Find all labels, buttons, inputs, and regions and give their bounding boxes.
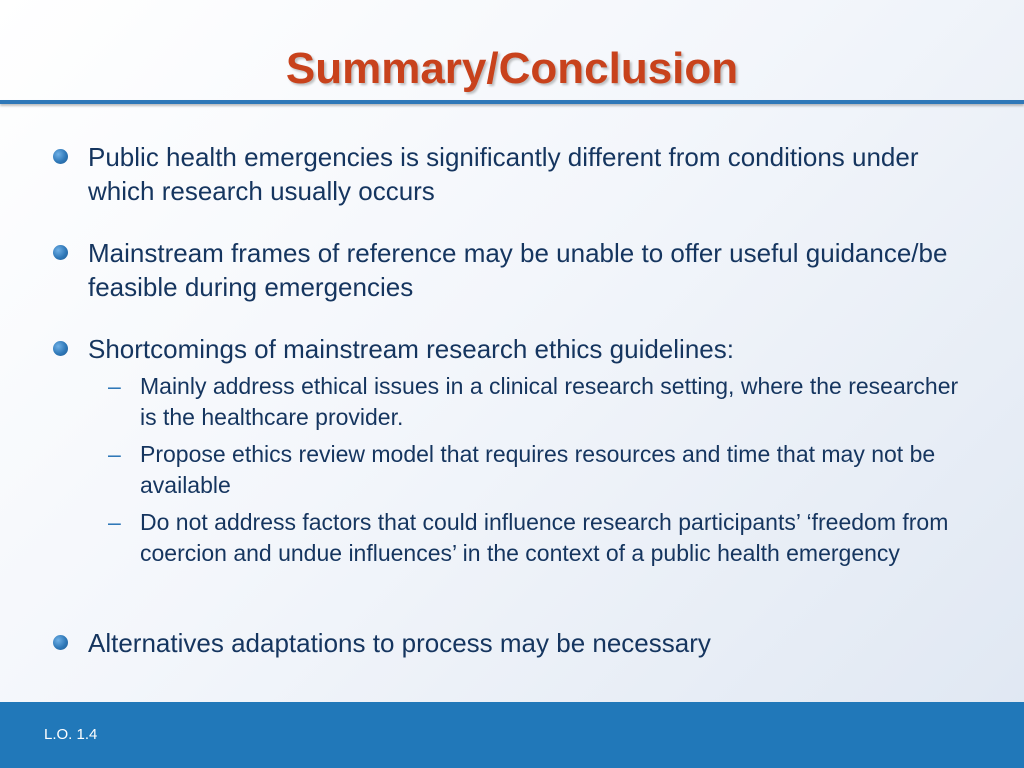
- bullet-dot-icon: [53, 635, 68, 650]
- bullet-text: Shortcomings of mainstream research ethics guidelines:: [88, 334, 734, 364]
- bullet-text: Mainstream frames of reference may be unable to offer useful guidance/be feasible during emergencies: [88, 238, 948, 302]
- sub-bullet-item: [108, 371, 960, 433]
- bullet-dot-icon: [53, 341, 68, 356]
- bullet-item: [88, 332, 968, 366]
- bullet-text: Public health emergencies is significantly different from conditions under which research usually occurs: [88, 142, 919, 206]
- bullet-dot-icon: [53, 149, 68, 164]
- bullet-dot-icon: [53, 245, 68, 260]
- dash-icon: –: [108, 441, 121, 467]
- sub-bullet-text: Do not address factors that could influence research participants’ ‘freedom from coercion and undue influences’ in the context of a public health emergency: [140, 509, 949, 566]
- title-divider: [0, 100, 1024, 104]
- sub-bullet-text: Mainly address ethical issues in a clinical research setting, where the researcher is the healthcare provider.: [140, 373, 959, 430]
- slide-title: Summary/Conclusion: [285, 44, 739, 93]
- footer-bar: [0, 702, 1024, 768]
- bullet-item: [88, 236, 968, 304]
- bullet-text: Alternatives adaptations to process may be necessary: [88, 628, 711, 658]
- dash-icon: –: [108, 509, 121, 535]
- sub-bullet-item: [108, 439, 960, 501]
- dash-icon: –: [108, 373, 121, 399]
- sub-bullet-item: [108, 507, 960, 569]
- footer-label: L.O. 1.4: [44, 726, 98, 743]
- bullet-item: [88, 140, 968, 208]
- sub-bullet-text: Propose ethics review model that requires resources and time that may not be available: [140, 441, 936, 498]
- bullet-item: [88, 626, 968, 660]
